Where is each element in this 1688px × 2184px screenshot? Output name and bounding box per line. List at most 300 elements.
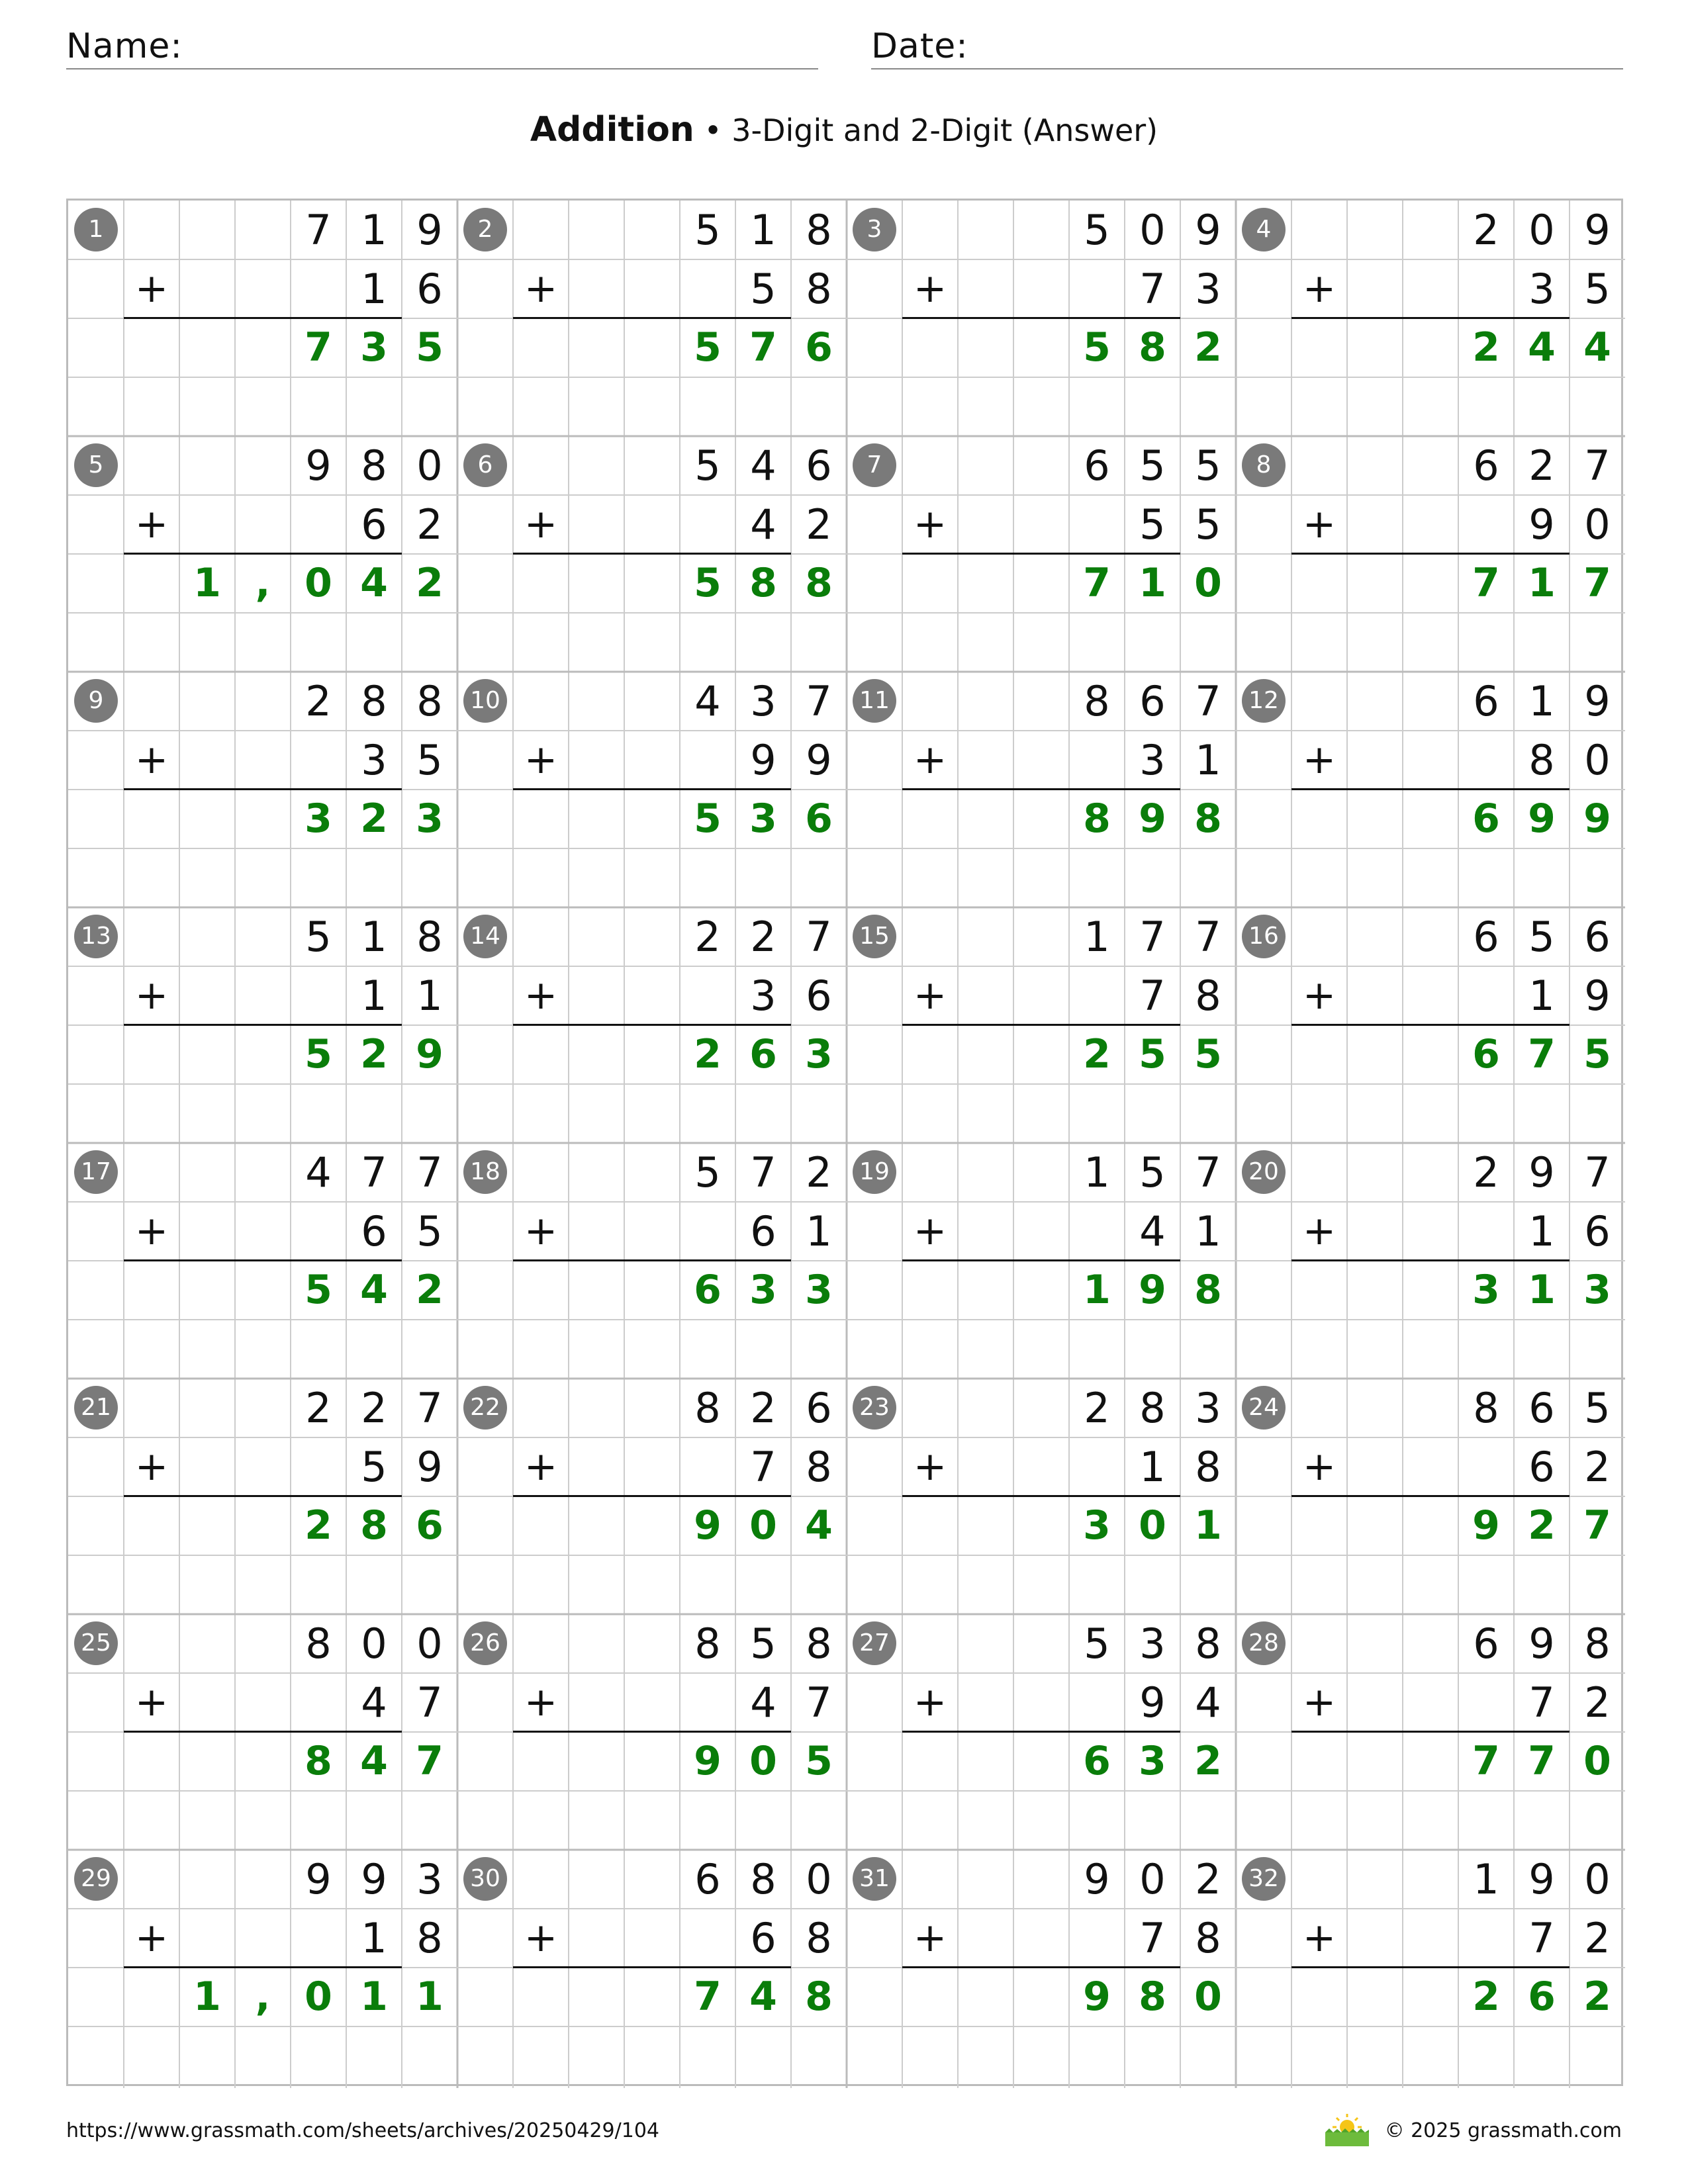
answer-digit: 8 [1194,796,1222,842]
sum-line [513,1495,791,1497]
answer-digit: 2 [1472,1974,1500,2020]
sum-line [513,1966,791,1968]
addend-bottom-digit: 7 [416,1678,443,1727]
answer-digit: 8 [360,1502,388,1549]
sum-line [513,1731,791,1733]
addend-top-digit: 7 [806,913,832,961]
addend-top-digit: 7 [1584,441,1611,490]
addend-top-digit: 8 [1584,1619,1611,1668]
problem-number-badge: 30 [463,1857,507,1901]
addend-bottom-digit: 8 [1195,972,1221,1020]
addend-bottom-digit: 9 [1584,972,1611,1020]
addend-bottom-digit: 6 [1584,1207,1611,1255]
answer-digit: 3 [1083,1502,1111,1549]
addend-bottom-digit: 9 [1528,500,1555,549]
addend-bottom-digit: 7 [806,1678,832,1727]
plus-sign: + [524,737,558,783]
plus-sign: + [913,737,947,783]
answer-digit: 4 [1583,324,1611,371]
sum-line [1291,1495,1570,1497]
addend-bottom-digit: 0 [1584,736,1611,784]
plus-sign: + [1302,501,1336,547]
addend-top-digit: 9 [1528,1148,1555,1197]
answer-digit: 7 [1583,1502,1611,1549]
answer-digit: 7 [305,324,332,371]
sum-line [513,553,791,555]
addend-top-digit: 3 [1139,1619,1166,1668]
problem-number-badge: 22 [463,1386,507,1430]
plus-sign: + [1302,1679,1336,1725]
answer-digit: 2 [360,1031,388,1077]
addend-top-digit: 0 [416,1619,443,1668]
addend-bottom-digit: 8 [806,1914,832,1962]
addend-top-digit: 2 [1195,1855,1221,1903]
answer-digit: 5 [694,796,722,842]
addend-top-digit: 5 [305,913,332,961]
answer-digit: 5 [1139,1031,1166,1077]
name-line [66,68,818,69]
problem-number-badge: 18 [463,1150,507,1194]
problem-number-badge: 15 [853,915,896,958]
plus-sign: + [134,1915,169,1961]
addend-bottom-digit: 9 [1139,1678,1166,1727]
plus-sign: + [524,972,558,1019]
addend-top-digit: 9 [416,206,443,254]
problem-number-badge: 8 [1242,443,1286,487]
footer-copyright: © 2025 grassmath.com [1384,2119,1622,2142]
answer-digit: 0 [1194,560,1222,606]
problem-number-badge: 3 [853,208,896,251]
addend-top-digit: 8 [1195,1619,1221,1668]
addend-top-digit: 8 [1084,677,1110,725]
addend-top-digit: 8 [305,1619,332,1668]
problem-number-badge: 2 [463,208,507,251]
answer-digit: 7 [1083,560,1111,606]
addend-bottom-digit: 1 [361,1914,387,1962]
addend-top-digit: 1 [1528,677,1555,725]
addend-top-digit: 7 [361,1148,387,1197]
addend-bottom-digit: 6 [750,1914,776,1962]
answer-digit: 3 [805,1031,833,1077]
plus-sign: + [1302,972,1336,1019]
grass-sun-logo-icon [1324,2111,1370,2148]
plus-sign: + [1302,1443,1336,1490]
plus-sign: + [134,737,169,783]
addend-bottom-digit: 3 [1195,265,1221,313]
answer-digit: 6 [694,1267,722,1313]
problem-number-badge: 16 [1242,915,1286,958]
sum-line [902,317,1180,319]
addend-top-digit: 5 [694,206,721,254]
answer-digit: 2 [1528,1502,1556,1549]
addend-top-digit: 6 [1084,441,1110,490]
addend-bottom-digit: 2 [806,500,832,549]
answer-digit: 7 [1528,1031,1556,1077]
plus-sign: + [913,1208,947,1254]
sum-line [513,1024,791,1026]
date-label: Date: [871,26,968,66]
answer-digit: 4 [1528,324,1556,371]
problem-number-badge: 27 [853,1621,896,1665]
answer-digit: 2 [305,1502,332,1549]
addend-bottom-digit: 1 [806,1207,832,1255]
addend-top-digit: 9 [1584,677,1611,725]
problem-number-badge: 7 [853,443,896,487]
problem-number-badge: 5 [74,443,118,487]
addend-bottom-digit: 0 [1584,500,1611,549]
answer-digit: 3 [749,796,777,842]
addend-bottom-digit: 2 [1584,1443,1611,1491]
answer-digit: 3 [416,796,444,842]
problem-number-badge: 23 [853,1386,896,1430]
answer-digit: 3 [305,796,332,842]
addend-bottom-digit: 5 [750,265,776,313]
problem-number-badge: 1 [74,208,118,251]
addend-bottom-digit: 4 [750,500,776,549]
addend-top-digit: 8 [750,1855,776,1903]
plus-sign: + [1302,265,1336,312]
addend-top-digit: 1 [361,206,387,254]
addend-top-digit: 3 [750,677,776,725]
answer-digit: 7 [1472,560,1500,606]
sum-line [513,788,791,790]
addend-bottom-digit: 9 [750,736,776,784]
answer-digit: 8 [805,1974,833,2020]
addend-top-digit: 7 [305,206,332,254]
title-main: Addition [530,110,694,150]
addend-bottom-digit: 9 [806,736,832,784]
plus-sign: + [134,1208,169,1254]
addend-top-digit: 0 [1528,206,1555,254]
addend-top-digit: 7 [416,1384,443,1432]
sum-line [124,1024,402,1026]
answer-digit: 1 [1528,560,1556,606]
addend-top-digit: 7 [1195,1148,1221,1197]
addend-top-digit: 8 [416,677,443,725]
addend-top-digit: 8 [1473,1384,1499,1432]
answer-digit: 0 [1583,1738,1611,1784]
plus-sign: + [913,265,947,312]
addend-bottom-digit: 2 [416,500,443,549]
problem-number-badge: 9 [74,679,118,723]
addend-top-digit: 5 [1139,441,1166,490]
answer-digit: 8 [1139,324,1166,371]
answer-digit: 4 [360,560,388,606]
sum-line [124,1966,402,1968]
addend-bottom-digit: 1 [416,972,443,1020]
addend-top-digit: 6 [806,1384,832,1432]
addend-bottom-digit: 7 [1139,1914,1166,1962]
answer-digit: 6 [416,1502,444,1549]
addend-top-digit: 9 [1195,206,1221,254]
addend-top-digit: 2 [806,1148,832,1197]
addend-bottom-digit: 1 [1139,1443,1166,1491]
plus-sign: + [524,1679,558,1725]
answer-digit: 9 [694,1738,722,1784]
sum-line [124,553,402,555]
plus-sign: + [913,501,947,547]
sum-line [1291,788,1570,790]
addend-top-digit: 5 [1584,1384,1611,1432]
answer-digit: 5 [305,1267,332,1313]
addend-top-digit: 7 [1195,677,1221,725]
sum-line [124,788,402,790]
answer-digit: 3 [1139,1738,1166,1784]
addend-top-digit: 5 [694,1148,721,1197]
answer-digit: 0 [1194,1974,1222,2020]
addend-top-digit: 2 [305,1384,332,1432]
sum-line [902,1495,1180,1497]
plus-sign: + [524,1208,558,1254]
answer-digit: , [255,1974,271,2020]
addend-top-digit: 0 [1139,206,1166,254]
answer-digit: 7 [416,1738,444,1784]
answer-digit: 9 [1139,796,1166,842]
addend-top-digit: 2 [305,677,332,725]
addend-bottom-digit: 6 [416,265,443,313]
addend-bottom-digit: 5 [1139,500,1166,549]
worksheet-title [0,106,1688,154]
plus-sign: + [134,972,169,1019]
answer-digit: 0 [305,560,332,606]
problem-number-badge: 21 [74,1386,118,1430]
addend-bottom-digit: 5 [1195,500,1221,549]
addend-bottom-digit: 1 [361,972,387,1020]
answer-digit: 0 [1139,1502,1166,1549]
answer-digit: 5 [1583,1031,1611,1077]
addend-top-digit: 2 [1473,206,1499,254]
addend-top-digit: 6 [1473,441,1499,490]
addend-bottom-digit: 5 [416,736,443,784]
plus-sign: + [134,265,169,312]
answer-digit: 1 [1139,560,1166,606]
answer-digit: 2 [1194,324,1222,371]
answer-digit: 9 [1528,796,1556,842]
plus-sign: + [134,501,169,547]
addend-top-digit: 6 [1139,677,1166,725]
answer-digit: 0 [305,1974,332,2020]
addend-top-digit: 9 [305,1855,332,1903]
addend-bottom-digit: 1 [1528,972,1555,1020]
addend-bottom-digit: 4 [1195,1678,1221,1727]
addend-bottom-digit: 6 [750,1207,776,1255]
sum-line [902,553,1180,555]
addend-top-digit: 0 [416,441,443,490]
addend-bottom-digit: 3 [1139,736,1166,784]
addend-bottom-digit: 6 [361,1207,387,1255]
answer-digit: 2 [416,1267,444,1313]
addend-top-digit: 5 [1139,1148,1166,1197]
addend-bottom-digit: 9 [416,1443,443,1491]
addend-top-digit: 2 [750,1384,776,1432]
addend-top-digit: 6 [1473,1619,1499,1668]
answer-digit: 4 [360,1738,388,1784]
addend-bottom-digit: 8 [416,1914,443,1962]
answer-digit: 8 [305,1738,332,1784]
addend-top-digit: 8 [361,441,387,490]
addend-bottom-digit: 5 [361,1443,387,1491]
addend-top-digit: 1 [1084,913,1110,961]
answer-digit: 8 [1139,1974,1166,2020]
addend-top-digit: 9 [1084,1855,1110,1903]
answer-digit: 3 [360,324,388,371]
addend-top-digit: 9 [1584,206,1611,254]
problem-number-badge: 19 [853,1150,896,1194]
answer-digit: 0 [749,1738,777,1784]
sum-line [1291,1259,1570,1261]
addend-top-digit: 9 [1528,1619,1555,1668]
addend-top-digit: 2 [1084,1384,1110,1432]
addend-bottom-digit: 8 [1195,1443,1221,1491]
answer-digit: 5 [694,324,722,371]
answer-digit: 5 [416,324,444,371]
answer-digit: 1 [1194,1502,1222,1549]
date-line [871,68,1623,69]
addend-top-digit: 6 [694,1855,721,1903]
answer-digit: 8 [749,560,777,606]
answer-digit: 5 [1083,324,1111,371]
problem-grid [66,199,1623,2086]
addend-top-digit: 2 [1528,441,1555,490]
answer-digit: 8 [1083,796,1111,842]
answer-digit: 1 [416,1974,444,2020]
addend-top-digit: 8 [806,206,832,254]
answer-digit: 2 [1083,1031,1111,1077]
problem-number-badge: 25 [74,1621,118,1665]
addend-top-digit: 5 [1084,206,1110,254]
addend-bottom-digit: 8 [1528,736,1555,784]
plus-sign: + [913,1443,947,1490]
answer-digit: 5 [1194,1031,1222,1077]
addend-bottom-digit: 1 [361,265,387,313]
date-field[interactable] [871,23,1623,69]
addend-bottom-digit: 5 [416,1207,443,1255]
addend-top-digit: 9 [361,1855,387,1903]
answer-digit: 6 [805,796,833,842]
sum-line [124,317,402,319]
addend-top-digit: 4 [305,1148,332,1197]
addend-top-digit: 6 [1473,677,1499,725]
answer-digit: 8 [805,560,833,606]
problem-number-badge: 28 [1242,1621,1286,1665]
addend-bottom-digit: 3 [1528,265,1555,313]
addend-bottom-digit: 8 [806,1443,832,1491]
addend-top-digit: 5 [694,441,721,490]
plus-sign: + [524,1443,558,1490]
answer-digit: 2 [416,560,444,606]
answer-digit: 5 [694,560,722,606]
sum-line [124,1731,402,1733]
addend-bottom-digit: 7 [1139,265,1166,313]
addend-bottom-digit: 5 [1584,265,1611,313]
plus-sign: + [524,265,558,312]
answer-digit: 2 [1583,1974,1611,2020]
addend-bottom-digit: 7 [1528,1678,1555,1727]
sum-line [902,1966,1180,1968]
addend-top-digit: 0 [1584,1855,1611,1903]
addend-top-digit: 5 [1528,913,1555,961]
answer-digit: 6 [1472,1031,1500,1077]
addend-top-digit: 0 [361,1619,387,1668]
addend-bottom-digit: 1 [1195,736,1221,784]
answer-digit: , [255,560,271,606]
addend-top-digit: 8 [694,1619,721,1668]
addend-bottom-digit: 4 [750,1678,776,1727]
addend-top-digit: 6 [1528,1384,1555,1432]
addend-bottom-digit: 3 [750,972,776,1020]
problem-number-badge: 32 [1242,1857,1286,1901]
sum-line [902,788,1180,790]
answer-digit: 2 [360,796,388,842]
addend-top-digit: 2 [1473,1148,1499,1197]
answer-digit: 0 [749,1502,777,1549]
addend-top-digit: 7 [750,1148,776,1197]
addend-bottom-digit: 4 [1139,1207,1166,1255]
footer-url[interactable]: https://www.grassmath.com/sheets/archives/20250429/104 [66,2119,660,2142]
sum-line [124,1495,402,1497]
problem-number-badge: 12 [1242,679,1286,723]
addend-top-digit: 8 [1139,1384,1166,1432]
answer-digit: 7 [694,1974,722,2020]
problem-number-badge: 20 [1242,1150,1286,1194]
problem-number-badge: 10 [463,679,507,723]
answer-digit: 1 [193,560,221,606]
addend-top-digit: 5 [1084,1619,1110,1668]
answer-digit: 3 [805,1267,833,1313]
addend-top-digit: 7 [416,1148,443,1197]
name-field[interactable] [66,23,818,69]
addend-bottom-digit: 1 [1528,1207,1555,1255]
answer-digit: 6 [1528,1974,1556,2020]
problem-number-badge: 17 [74,1150,118,1194]
answer-digit: 1 [1083,1267,1111,1313]
problem-number-badge: 24 [1242,1386,1286,1430]
addend-top-digit: 7 [1584,1148,1611,1197]
answer-digit: 4 [360,1267,388,1313]
answer-digit: 8 [1194,1267,1222,1313]
answer-digit: 6 [749,1031,777,1077]
answer-digit: 3 [1583,1267,1611,1313]
addend-top-digit: 8 [806,1619,832,1668]
addend-bottom-digit: 7 [1139,972,1166,1020]
answer-digit: 3 [1472,1267,1500,1313]
plus-sign: + [1302,1915,1336,1961]
answer-digit: 1 [360,1974,388,2020]
answer-digit: 9 [1472,1502,1500,1549]
addend-bottom-digit: 1 [1195,1207,1221,1255]
addend-top-digit: 6 [1473,913,1499,961]
sum-line [1291,1731,1570,1733]
sum-line [513,317,791,319]
sum-line [124,1259,402,1261]
sum-line [1291,1966,1570,1968]
addend-top-digit: 4 [694,677,721,725]
addend-top-digit: 0 [806,1855,832,1903]
addend-top-digit: 3 [416,1855,443,1903]
problem-number-badge: 29 [74,1857,118,1901]
addend-bottom-digit: 8 [1195,1914,1221,1962]
problem-number-badge: 26 [463,1621,507,1665]
sum-line [902,1259,1180,1261]
sum-line [902,1731,1180,1733]
addend-top-digit: 4 [750,441,776,490]
title-subtitle: • 3-Digit and 2-Digit (Answer) [694,113,1158,148]
plus-sign: + [134,1443,169,1490]
addend-top-digit: 5 [750,1619,776,1668]
addend-bottom-digit: 4 [361,1678,387,1727]
addend-top-digit: 3 [1195,1384,1221,1432]
sum-line [902,1024,1180,1026]
